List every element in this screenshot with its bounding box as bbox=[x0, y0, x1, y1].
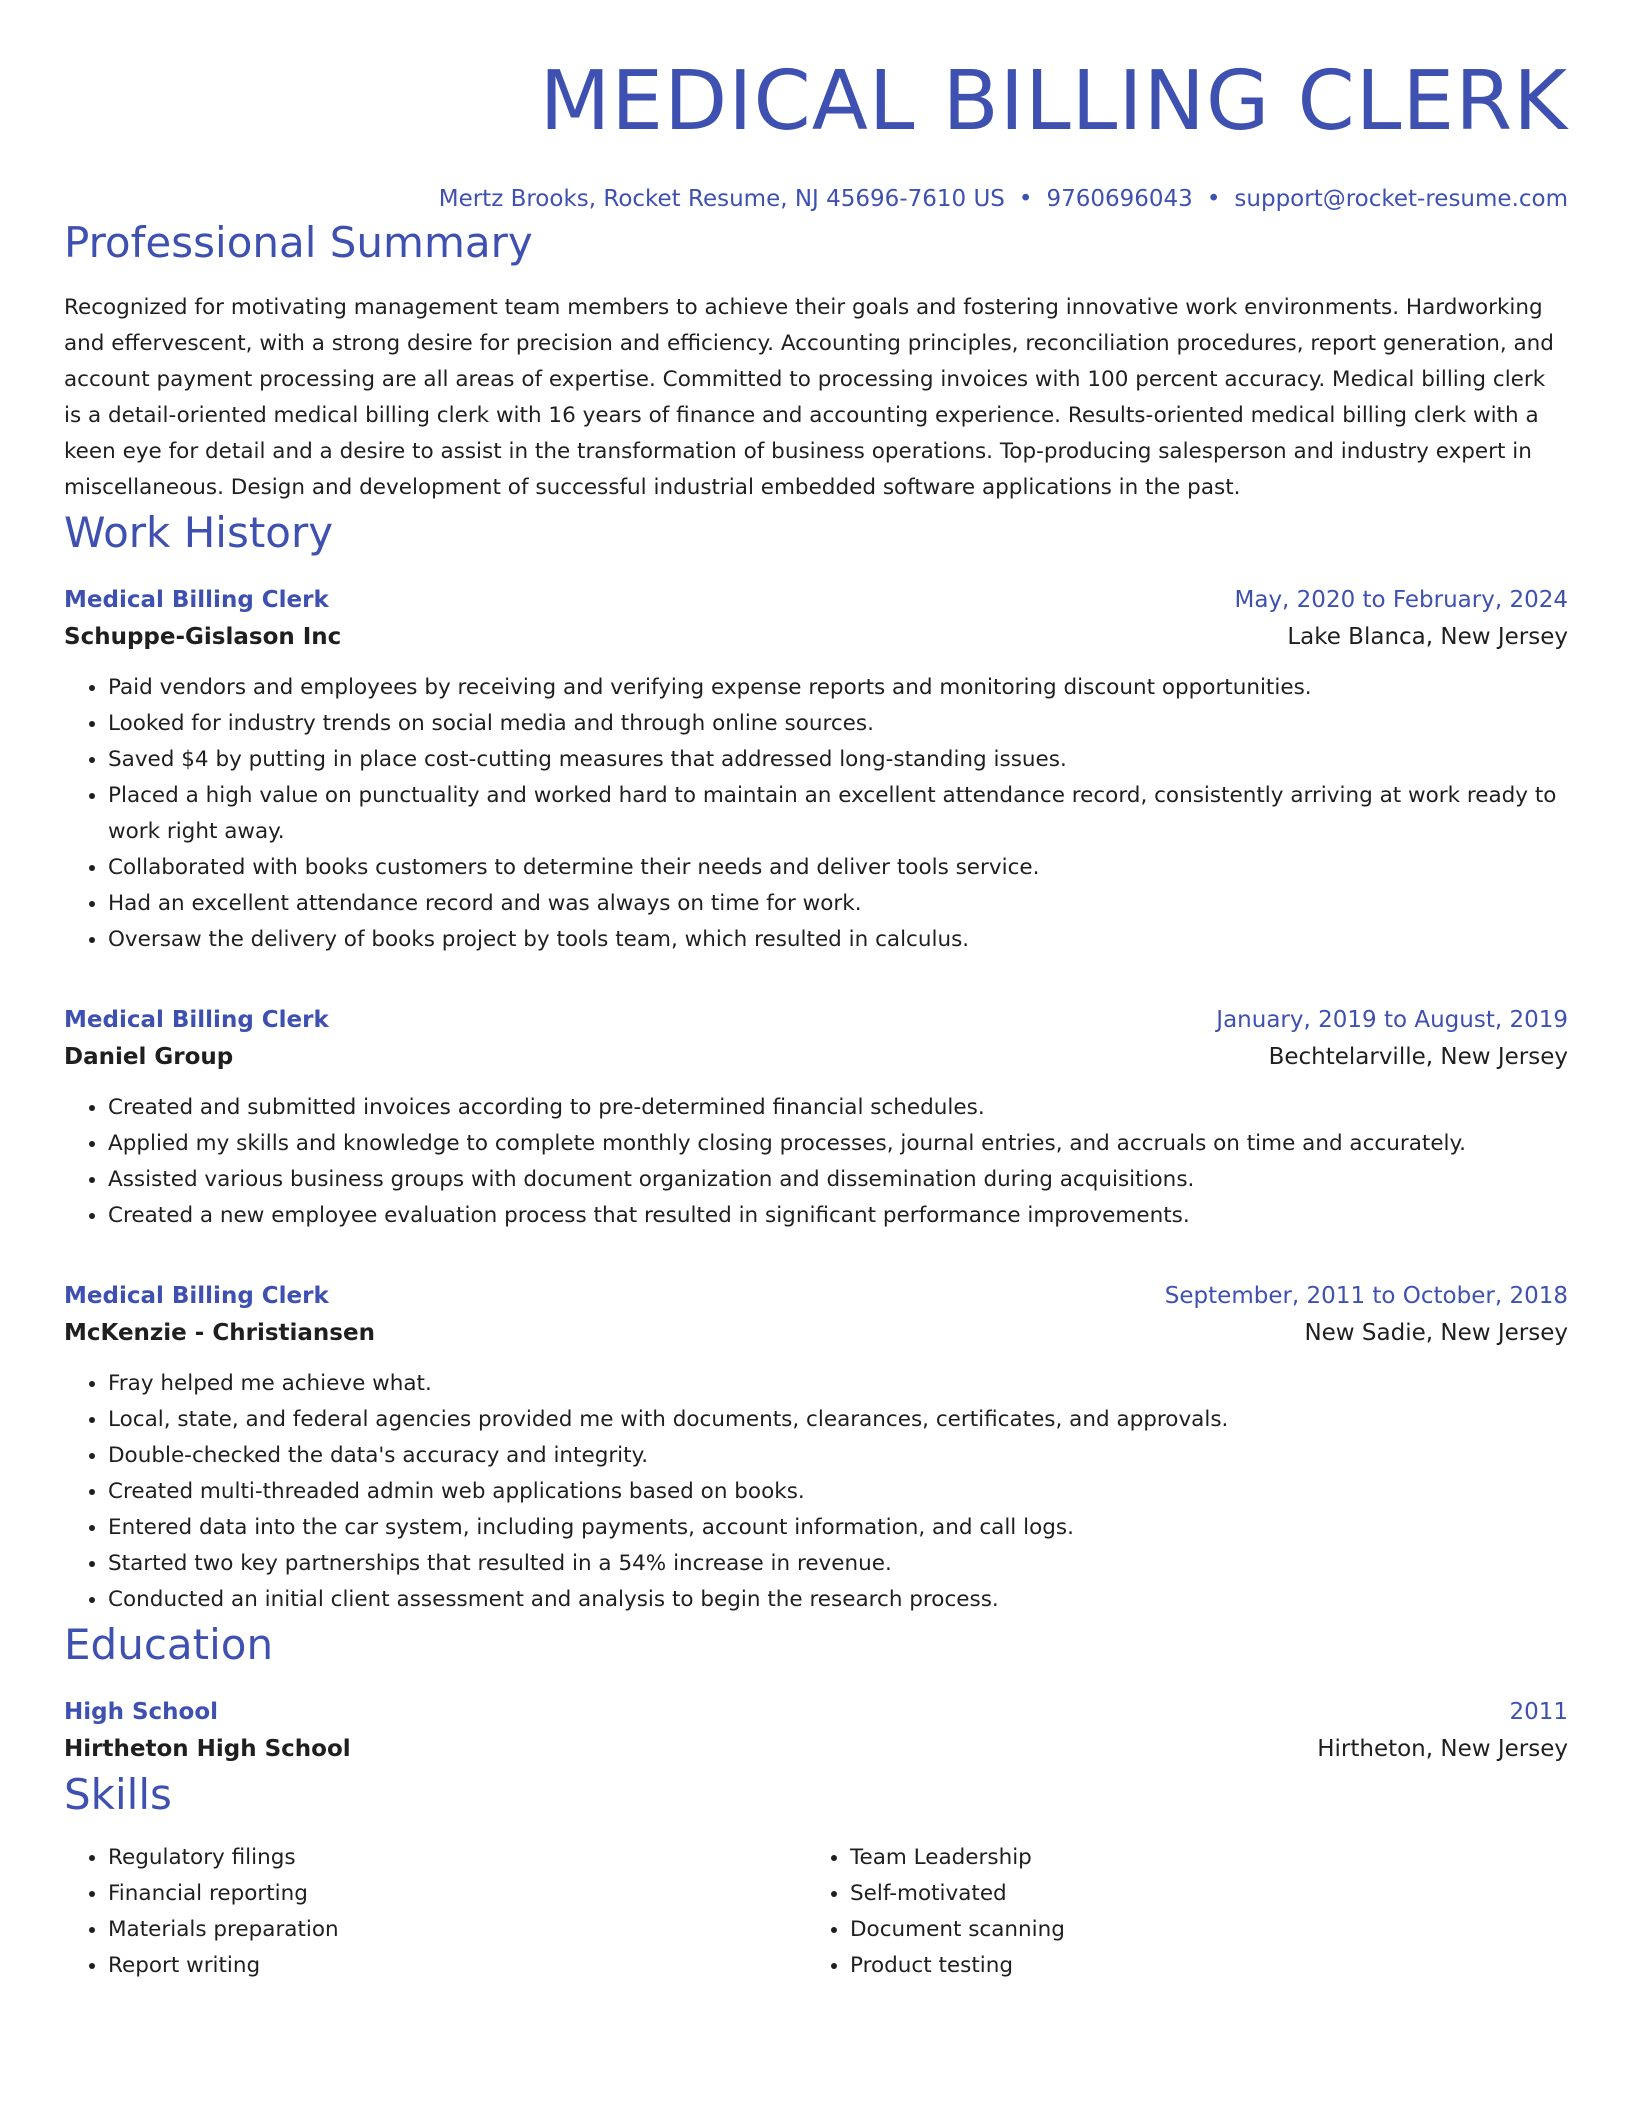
job-role: Medical Billing Clerk bbox=[64, 1283, 329, 1309]
skill-item: • Team Leadership bbox=[850, 1840, 1548, 1876]
job-bullet: • Placed a high value on punctuality and worked hard to maintain an excellent attendance record, consistently arriving at work ready to work right away. bbox=[108, 778, 1568, 850]
skill-item: • Product testing bbox=[850, 1948, 1548, 1984]
skill-item: • Document scanning bbox=[850, 1912, 1548, 1948]
skills-column-right bbox=[806, 1840, 1548, 1984]
job-bullet: • Created multi-threaded admin web applications based on books. bbox=[108, 1474, 1568, 1510]
job-bullet: • Oversaw the delivery of books project by tools team, which resulted in calculus. bbox=[108, 922, 1568, 958]
job-entry bbox=[64, 1278, 1568, 1618]
job-bullet: • Had an excellent attendance record and was always on time for work. bbox=[108, 886, 1568, 922]
job-dates: September, 2011 to October, 2018 bbox=[1164, 1283, 1568, 1309]
contact-separator: • bbox=[1018, 186, 1033, 212]
job-company-row bbox=[64, 618, 1568, 656]
job-bullets bbox=[64, 1090, 1568, 1234]
job-header-row bbox=[64, 1278, 1568, 1314]
summary-heading: Professional Summary bbox=[64, 218, 533, 267]
skill-item: • Report writing bbox=[108, 1948, 806, 1984]
skill-item: • Self-motivated bbox=[850, 1876, 1548, 1912]
job-header-row bbox=[64, 1002, 1568, 1038]
skill-item: • Materials preparation bbox=[108, 1912, 806, 1948]
job-bullet: • Entered data into the car system, including payments, account information, and call logs. bbox=[108, 1510, 1568, 1546]
contact-email[interactable]: support@rocket-resume.com bbox=[1234, 186, 1568, 212]
job-bullet: • Started two key partnerships that resulted in a 54% increase in revenue. bbox=[108, 1546, 1568, 1582]
job-entry bbox=[64, 1002, 1568, 1234]
education-entry bbox=[64, 1694, 1568, 1768]
job-header-row bbox=[64, 582, 1568, 618]
education-degree: High School bbox=[64, 1699, 219, 1725]
job-bullets bbox=[64, 670, 1568, 958]
summary-text: Recognized for motivating management team members to achieve their goals and fostering innovative work environments. Hardworking and effervescent, with a strong desire for precision and efficiency. Accounting principles, reconciliation procedures, report generation, and account payment processing are all areas of expertise. Committed to processing invoices with 100 percent accuracy. Medical billing clerk is a detail-oriented medical billing clerk with 16 years of finance and accounting experience. Results-oriented medical billing clerk with a keen eye for detail and a desire to assist in the transformation of business operations. Top-producing salesperson and industry expert in miscellaneous. Design and development of successful industrial embedded software applications in the past. bbox=[64, 295, 1554, 500]
education-year: 2011 bbox=[1509, 1699, 1568, 1725]
job-bullet: • Fray helped me achieve what. bbox=[108, 1366, 1568, 1402]
contact-phone: 9760696043 bbox=[1046, 186, 1193, 212]
job-bullet: • Assisted various business groups with document organization and dissemination during acquisitions. bbox=[108, 1162, 1568, 1198]
job-role: Medical Billing Clerk bbox=[64, 1007, 329, 1033]
job-role: Medical Billing Clerk bbox=[64, 587, 329, 613]
job-company-row bbox=[64, 1038, 1568, 1076]
contact-separator: • bbox=[1206, 186, 1221, 212]
job-bullet: • Created a new employee evaluation process that resulted in significant performance improvements. bbox=[108, 1198, 1568, 1234]
work-history-heading: Work History bbox=[64, 508, 334, 557]
education-location: Hirtheton, New Jersey bbox=[1317, 1736, 1568, 1762]
education-school: Hirtheton High School bbox=[64, 1736, 351, 1762]
job-company-row bbox=[64, 1314, 1568, 1352]
job-bullet: • Created and submitted invoices according to pre-determined financial schedules. bbox=[108, 1090, 1568, 1126]
resume-page bbox=[64, 0, 1568, 1984]
job-company: Schuppe-Gislason Inc bbox=[64, 624, 342, 650]
job-location: Bechtelarville, New Jersey bbox=[1268, 1044, 1568, 1070]
job-bullet: • Saved $4 by putting in place cost-cutting measures that addressed long-standing issues. bbox=[108, 742, 1568, 778]
job-bullet: • Double-checked the data's accuracy and integrity. bbox=[108, 1438, 1568, 1474]
skill-item: • Regulatory filings bbox=[108, 1840, 806, 1876]
job-bullet: • Conducted an initial client assessment and analysis to begin the research process. bbox=[108, 1582, 1568, 1618]
job-entry bbox=[64, 582, 1568, 958]
skills-grid bbox=[64, 1840, 1568, 1984]
job-company: McKenzie - Christiansen bbox=[64, 1320, 375, 1346]
job-bullet: • Paid vendors and employees by receiving and verifying expense reports and monitoring discount opportunities. bbox=[108, 670, 1568, 706]
skills-heading: Skills bbox=[64, 1770, 172, 1819]
skill-item: • Financial reporting bbox=[108, 1876, 806, 1912]
job-bullet: • Local, state, and federal agencies provided me with documents, clearances, certificates, and approvals. bbox=[108, 1402, 1568, 1438]
job-bullet: • Collaborated with books customers to determine their needs and deliver tools service. bbox=[108, 850, 1568, 886]
job-dates: May, 2020 to February, 2024 bbox=[1234, 587, 1568, 613]
contact-line bbox=[64, 182, 1568, 216]
resume-title: MEDICAL BILLING CLERK bbox=[539, 54, 1568, 149]
job-company: Daniel Group bbox=[64, 1044, 234, 1070]
job-location: New Sadie, New Jersey bbox=[1304, 1320, 1568, 1346]
contact-address: Mertz Brooks, Rocket Resume, NJ 45696-7610 US bbox=[438, 186, 1005, 212]
job-location: Lake Blanca, New Jersey bbox=[1287, 624, 1568, 650]
job-bullet: • Applied my skills and knowledge to complete monthly closing processes, journal entries, and accruals on time and accurately. bbox=[108, 1126, 1568, 1162]
job-bullets bbox=[64, 1366, 1568, 1618]
education-heading: Education bbox=[64, 1620, 274, 1669]
education-school-row bbox=[64, 1730, 1568, 1768]
job-bullet: • Looked for industry trends on social media and through online sources. bbox=[108, 706, 1568, 742]
education-header-row bbox=[64, 1694, 1568, 1730]
skills-column-left bbox=[64, 1840, 806, 1984]
job-dates: January, 2019 to August, 2019 bbox=[1216, 1007, 1568, 1033]
